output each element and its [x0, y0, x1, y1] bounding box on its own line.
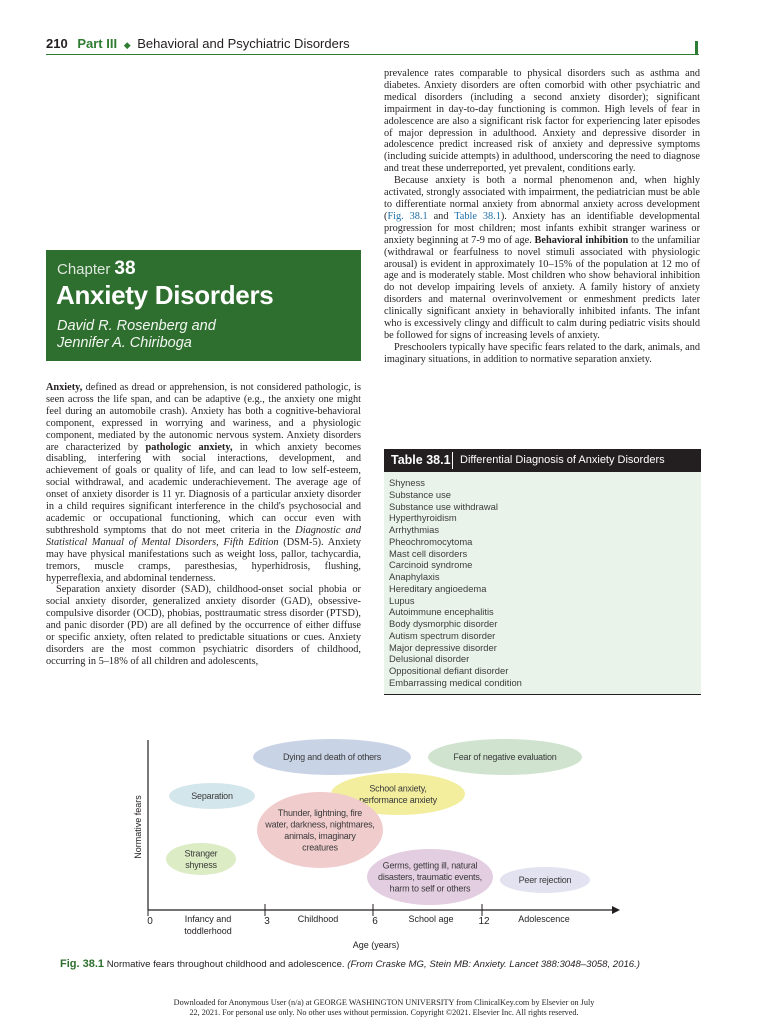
paragraph: Separation anxiety disorder (SAD), childhood-onset social phobia or social anxiety disorder, generalized anxiety disorder (GAD), obsessive-compulsive disorder (OCD), phobias, posttraumatic stress disorder (PTSD), and panic disorder (PD) are all defined by the occurrence of either diffuse or specific anxiety, often related to predictable situations or cues. Anxiety disorders are the most common psychiatric disorders of childhood, occurring in 5–18% of all children and adolescents,: [46, 584, 361, 667]
figure-label: Fig. 38.1: [60, 958, 105, 970]
author-line-2: Jennifer A. Chiriboga: [57, 335, 192, 351]
table-number: Table 38.1: [391, 453, 451, 467]
page-number: 210: [46, 36, 68, 51]
part-label: Part III: [77, 36, 118, 51]
paragraph: Anxiety, defined as dread or apprehension, is not considered pathologic, is seen across the life span, and can be adaptive (e.g., the anxiety one might feel during an automobile crash). Anxiety has both a cognitive-behavioral component, expressed in worrying and wariness, and a physiologic component, mediated by the autonomic nervous system. Anxiety disorders are characterized by pathologic anxiety, in which anxiety becomes disabling, interfering with social interactions, development, and achievement of goals or quality of life, and can lead to low self-esteem, social withdrawal, and academic underachievement. The average age of onset of anxiety disorder is 11 yr. Diagnosis of a particular anxiety disorder in a child requires significant interference in the child's psychosocial and academic or occupational functioning, which can occur even with subthreshold symptoms that do not meet criteria in the Diagnostic and Statistical Manual of Mental Disorders, Fifth Edition (DSM-5). Anxiety may have physical manifestations such as weight loss, pallor, tachycardia, tremors, muscle cramps, paresthesias, hyperhidrosis, flushing, hyperreflexia, and abdominal tenderness.: [46, 382, 361, 584]
period-label: Infancy and toddlerhood: [184, 914, 232, 936]
table-item: Body dysmorphic disorder: [389, 618, 498, 629]
table-item: Autoimmune encephalitis: [389, 606, 494, 618]
table-item: Arrhythmias: [389, 524, 440, 535]
x-tick-label: 0: [147, 916, 153, 927]
figure-link[interactable]: Fig. 38.1: [387, 210, 428, 222]
paragraph: Preschoolers typically have specific fears related to the dark, animals, and imaginary situations, in addition to normative separation anxiety.: [384, 341, 700, 365]
table-item: Carcinoid syndrome: [389, 559, 473, 571]
table-item: Hyperthyroidism: [389, 512, 457, 524]
table-header-divider: [452, 452, 453, 469]
table-item: Lupus: [389, 594, 415, 606]
period-label: Childhood: [297, 914, 339, 924]
right-column: [384, 68, 700, 366]
fear-label: Peer rejection: [518, 875, 572, 885]
period-label: School age: [408, 914, 454, 924]
x-tick-label: 6: [372, 916, 378, 927]
table-link[interactable]: Table 38.1: [454, 210, 501, 222]
chapter-banner: [46, 250, 361, 361]
period-label: Adolescence: [518, 914, 570, 924]
table-list: [389, 477, 522, 689]
table-item: Pheochromocytoma: [389, 535, 473, 547]
header-tick: [695, 41, 698, 55]
y-axis-label: Normative fears: [133, 795, 143, 859]
table-caption: Differential Diagnosis of Anxiety Disorders: [460, 454, 665, 466]
chapter-authors: [57, 318, 216, 352]
table-item: Hereditary angioedema: [389, 582, 487, 594]
header-rule: [46, 54, 699, 55]
table-item: Embarrassing medical condition: [389, 676, 522, 688]
figure-source: (From Craske MG, Stein MB: Anxiety. Lancet 388:3048–3058, 2016.): [347, 959, 641, 970]
fear-label: Thunder, lightning, fire water, darkness, nightmares, animals, imaginary creatures: [265, 807, 375, 853]
figure-caption-text: Normative fears throughout childhood and adolescence.: [106, 959, 345, 970]
fear-label: Stranger shyness: [184, 848, 218, 870]
normative-fears-figure: [100, 732, 660, 957]
table-item: Major depressive disorder: [389, 641, 497, 653]
fear-label: Fear of negative evaluation: [453, 752, 557, 762]
download-footer: [100, 998, 668, 1018]
chapter-title: Anxiety Disorders: [56, 280, 274, 310]
table-item: Mast cell disorders: [389, 547, 468, 559]
footer-line-2: 22, 2021. For personal use only. No other uses without permission. Copyright ©2021. Elsevier Inc. All rights reserved.: [189, 1008, 579, 1017]
table-item: Substance use withdrawal: [389, 500, 498, 512]
table-item: Substance use: [389, 488, 452, 500]
author-line-1: David R. Rosenberg and: [57, 318, 216, 334]
table-item: Anaphylaxis: [389, 571, 440, 582]
running-header: [46, 36, 699, 54]
figure-caption: [60, 958, 740, 970]
fear-label: School anxiety, performance anxiety: [359, 783, 437, 805]
chapter-label: Chapter 38: [57, 258, 136, 279]
section-title: Behavioral and Psychiatric Disorders: [137, 36, 350, 51]
x-axis-label: Age (years): [352, 940, 400, 950]
paragraph: Because anxiety is both a normal phenomenon and, when highly activated, strongly associated with impairment, the pediatrician must be able to differentiate normal anxiety from abnormal anxiety across development (Fig. 38.1 and Table 38.1). Anxiety has an identifiable developmental progression for most children; most infants exhibit stranger wariness or anxiety beginning at 7-9 mo of age. Behavioral inhibition to the unfamiliar (withdrawal or fearfulness to novel stimuli associated with physiologic arousal) is evident in approximately 10–15% of the population at 12 mo of age and is moderately stable. Most children who show behavioral inhibition do not develop impairing levels of anxiety. A family history of anxiety disorders and maternal overinvolvement or enmeshment predicts later clinically significant anxiety in behaviorally inhibited infants. The infant who is excessively clingy and difficult to calm during pediatric visits should be followed for signs of increasing levels of anxiety.: [384, 175, 701, 341]
table-header: [384, 449, 701, 472]
differential-diagnosis-table: [384, 449, 701, 695]
paragraph: prevalence rates comparable to physical disorders such as asthma and diabetes. Anxiety disorders are often comorbid with other psychiatric and medical disorders (including a second anxiety disorder); significant impairment in day-to-day functioning is common. High levels of fear in adolescence are also a significant risk factor for experiencing later episodes of major depression in adulthood. Anxiety and depressive disorder in adolescence predict increased risk of anxiety and depressive symptoms (including suicide attempts) in adulthood, underscoring the need to diagnose and treat these underreported, yet prevalent, conditions early.: [384, 68, 700, 175]
chapter-number: 38: [114, 258, 136, 279]
x-axis-arrow-icon: [612, 906, 620, 914]
fear-label: Germs, getting ill, natural disasters, traumatic events, harm to self or others: [378, 860, 482, 894]
table-item: Shyness: [389, 477, 425, 488]
x-tick-label: 3: [264, 916, 270, 927]
fear-label: Separation: [191, 791, 233, 801]
footer-line-1: Downloaded for Anonymous User (n/a) at GEORGE WASHINGTON UNIVERSITY from ClinicalKey.com by Elsevier on July: [173, 998, 595, 1007]
table-item: Delusional disorder: [389, 653, 470, 665]
table-item: Autism spectrum disorder: [389, 629, 496, 641]
diamond-icon: ◆: [123, 40, 131, 50]
x-tick-label: 12: [478, 916, 490, 927]
left-column: [46, 382, 361, 668]
fear-label: Dying and death of others: [282, 752, 382, 762]
table-item: Oppositional defiant disorder: [389, 665, 509, 676]
